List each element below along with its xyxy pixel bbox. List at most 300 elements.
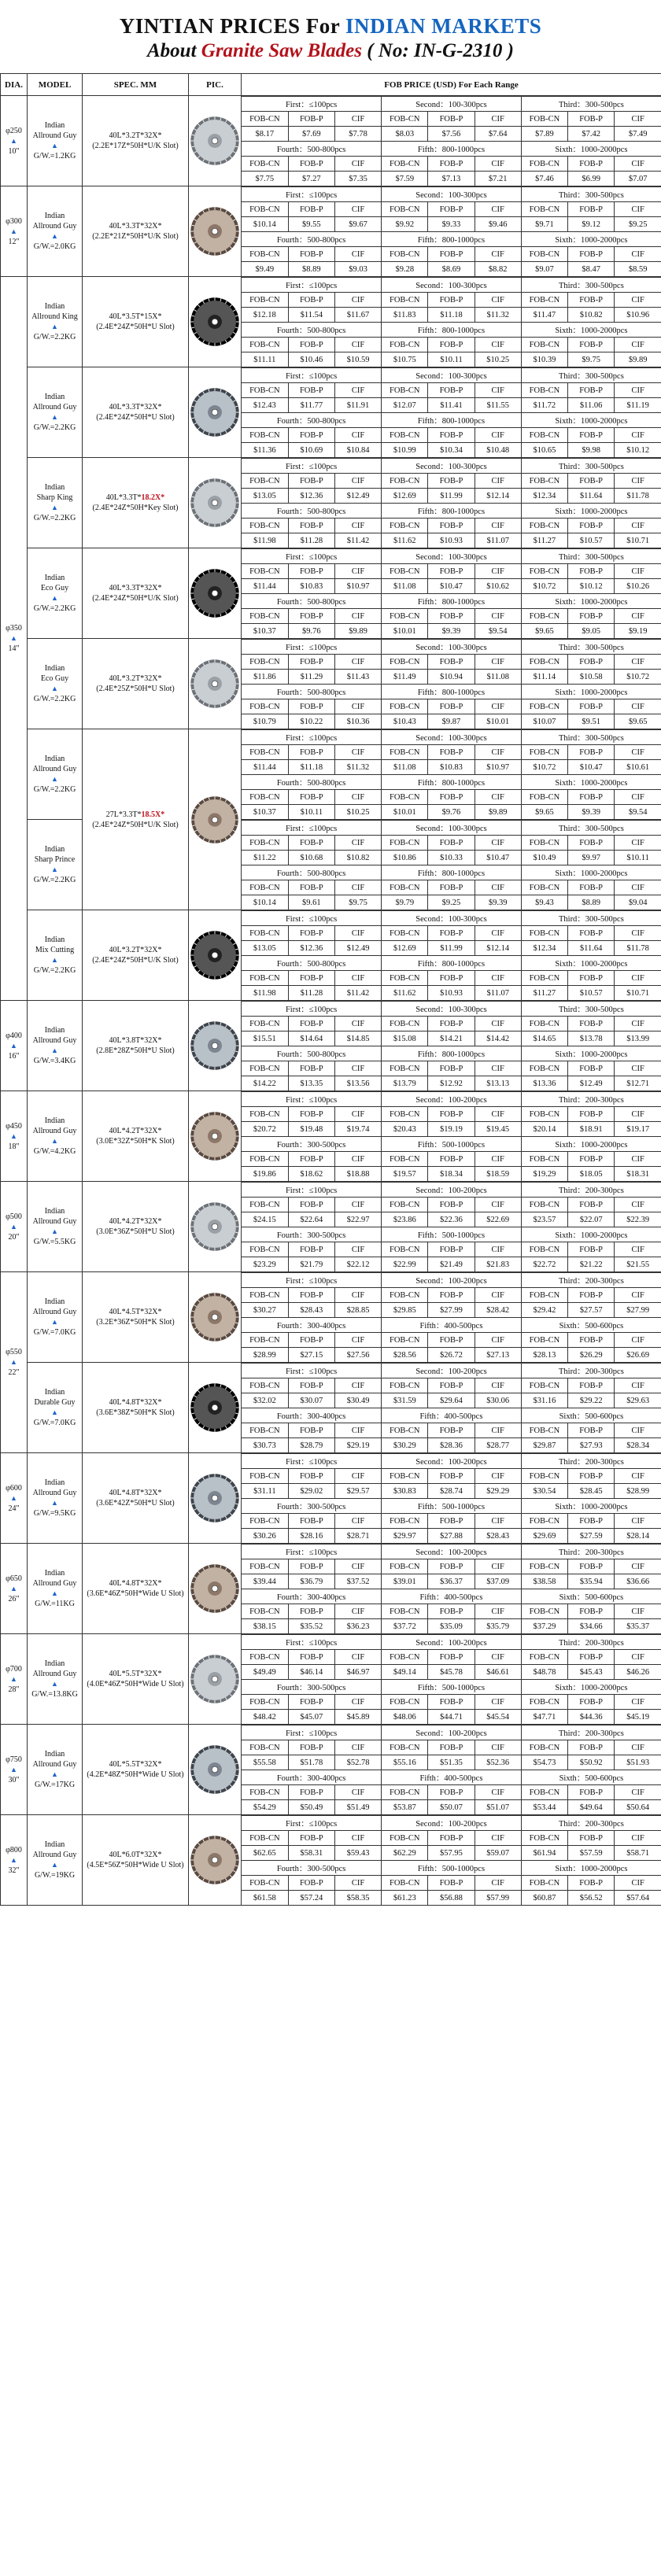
price-cell: $6.99 bbox=[568, 172, 615, 186]
price-cell: $13.35 bbox=[288, 1076, 334, 1091]
qty-range: Third：300-500pcs bbox=[521, 1002, 661, 1017]
price-cell: $9.54 bbox=[615, 805, 661, 820]
range-row bbox=[242, 865, 661, 880]
text-line: Sharp King bbox=[36, 493, 73, 502]
price-row bbox=[242, 1891, 661, 1906]
price-cell: $12.49 bbox=[568, 1076, 615, 1091]
text-line: φ750 bbox=[6, 1755, 22, 1764]
price-row bbox=[242, 1303, 661, 1318]
price-cell: $11.67 bbox=[334, 308, 381, 323]
price-cell: $57.24 bbox=[288, 1891, 334, 1906]
price-block bbox=[242, 729, 661, 819]
price-cell: $51.07 bbox=[475, 1800, 521, 1815]
price-term-label: FOB-P bbox=[428, 338, 475, 352]
qty-range: Fifth：800-1000pcs bbox=[382, 413, 522, 428]
price-term-label: FOB-CN bbox=[382, 1061, 428, 1076]
range-row bbox=[242, 1635, 661, 1650]
price-cell: $12.07 bbox=[382, 398, 428, 413]
price-cell: $52.36 bbox=[475, 1755, 521, 1770]
triangle-icon: ▲ bbox=[51, 1589, 58, 1597]
label-row bbox=[242, 202, 661, 217]
price-term-label: FOB-P bbox=[288, 1831, 334, 1846]
price-term-label: CIF bbox=[615, 519, 661, 533]
text-line: G/W.=9.5KG bbox=[33, 1509, 76, 1518]
price-cell: $30.07 bbox=[288, 1393, 334, 1408]
price-cell: $11.22 bbox=[242, 851, 288, 865]
price-cell: $11.77 bbox=[288, 398, 334, 413]
spec-detail: (3.6E*46Z*50H*Wide U Slot) bbox=[87, 1589, 184, 1598]
price-cell: $10.99 bbox=[382, 443, 428, 458]
price-cell: $30.83 bbox=[382, 1484, 428, 1499]
range-row bbox=[242, 821, 661, 836]
price-cell: $22.07 bbox=[568, 1212, 615, 1227]
price-cell: $44.36 bbox=[568, 1710, 615, 1725]
price-term-label: CIF bbox=[475, 1378, 521, 1393]
text-line: Allround Guy bbox=[32, 1670, 77, 1678]
qty-range: Second：100-300pcs bbox=[382, 278, 522, 293]
price-cell: $14.85 bbox=[334, 1032, 381, 1046]
text-line: Allround Guy bbox=[32, 1217, 77, 1226]
range-row bbox=[242, 1589, 661, 1604]
price-cell: $9.54 bbox=[475, 624, 521, 639]
price-cell: $22.39 bbox=[615, 1212, 661, 1227]
price-cell: $22.72 bbox=[521, 1257, 567, 1272]
price-row bbox=[242, 1846, 661, 1861]
price-term-label: FOB-CN bbox=[521, 564, 567, 579]
price-cell: $35.52 bbox=[288, 1619, 334, 1634]
qty-range: Second：100-200pcs bbox=[382, 1544, 522, 1559]
spec-cell bbox=[83, 1634, 189, 1725]
price-term-label: CIF bbox=[615, 112, 661, 127]
spec-highlight: 18.2X* bbox=[141, 493, 165, 502]
price-term-label: FOB-P bbox=[288, 474, 334, 489]
qty-range: Second：100-300pcs bbox=[382, 730, 522, 745]
price-term-label: CIF bbox=[615, 1107, 661, 1122]
qty-range: Third：200-300pcs bbox=[521, 1092, 661, 1107]
price-cell: $14.21 bbox=[428, 1032, 475, 1046]
qty-range: First：≤100pcs bbox=[242, 1544, 382, 1559]
text-line: 32" bbox=[8, 1866, 20, 1875]
saw-blade-image bbox=[190, 387, 240, 437]
qty-range: Second：100-300pcs bbox=[382, 549, 522, 564]
price-cell: $36.37 bbox=[428, 1574, 475, 1589]
price-term-label: FOB-CN bbox=[382, 1333, 428, 1348]
range-row bbox=[242, 956, 661, 971]
price-term-label: FOB-P bbox=[428, 293, 475, 308]
qty-range: Second：100-200pcs bbox=[382, 1454, 522, 1469]
price-cell: $19.74 bbox=[334, 1122, 381, 1137]
price-row bbox=[242, 714, 661, 729]
price-term-label: FOB-CN bbox=[382, 1423, 428, 1438]
text-line: Indian bbox=[44, 1840, 65, 1849]
price-row bbox=[242, 1755, 661, 1770]
price-term-label: FOB-CN bbox=[382, 383, 428, 398]
price-term-label: CIF bbox=[475, 880, 521, 895]
price-row bbox=[242, 1032, 661, 1046]
price-cell: $11.42 bbox=[334, 533, 381, 548]
price-cell: $10.69 bbox=[288, 443, 334, 458]
text-line: φ800 bbox=[6, 1845, 22, 1854]
qty-range: Second：100-200pcs bbox=[382, 1273, 522, 1288]
price-term-label: FOB-CN bbox=[242, 1017, 288, 1032]
qty-range: Second：100-200pcs bbox=[382, 1092, 522, 1107]
price-cell-group bbox=[242, 1725, 661, 1815]
spec-highlight: 18.5X* bbox=[141, 810, 165, 819]
spec-detail: (2.4E*24Z*50H*Key Slot) bbox=[92, 504, 179, 512]
price-row bbox=[242, 533, 661, 548]
price-term-label: FOB-P bbox=[428, 1017, 475, 1032]
price-cell: $11.44 bbox=[242, 760, 288, 775]
price-term-label: FOB-P bbox=[568, 383, 615, 398]
spec-cell bbox=[83, 639, 189, 729]
price-term-label: FOB-P bbox=[568, 1378, 615, 1393]
price-cell: $10.46 bbox=[288, 352, 334, 367]
price-term-label: FOB-P bbox=[568, 1242, 615, 1257]
picture-cell bbox=[189, 1001, 242, 1091]
qty-range: Second：100-200pcs bbox=[382, 1364, 522, 1378]
price-cell-group bbox=[242, 729, 661, 820]
triangle-icon: ▲ bbox=[10, 1358, 17, 1366]
price-term-label: FOB-CN bbox=[521, 609, 567, 624]
spec-main: 40L*5.5T*32X* bbox=[109, 1670, 162, 1678]
price-term-label: CIF bbox=[475, 1242, 521, 1257]
price-term-label: CIF bbox=[475, 338, 521, 352]
picture-cell bbox=[189, 1725, 242, 1815]
price-term-label: FOB-CN bbox=[242, 1198, 288, 1212]
label-row bbox=[242, 1514, 661, 1529]
qty-range: Third：300-500pcs bbox=[521, 730, 661, 745]
price-cell: $10.47 bbox=[428, 579, 475, 594]
price-cell: $10.33 bbox=[428, 851, 475, 865]
price-cell: $28.74 bbox=[428, 1484, 475, 1499]
price-term-label: FOB-CN bbox=[382, 1650, 428, 1665]
text-line: φ300 bbox=[6, 216, 22, 226]
price-cell: $7.07 bbox=[615, 172, 661, 186]
price-cell: $10.07 bbox=[521, 714, 567, 729]
price-cell: $9.39 bbox=[428, 624, 475, 639]
text-line: Indian bbox=[44, 664, 65, 673]
price-term-label: CIF bbox=[334, 1514, 381, 1529]
price-cell: $10.65 bbox=[521, 443, 567, 458]
price-cell: $48.42 bbox=[242, 1710, 288, 1725]
price-term-label: FOB-P bbox=[568, 1514, 615, 1529]
price-term-label: FOB-CN bbox=[242, 609, 288, 624]
price-block bbox=[242, 1634, 661, 1724]
price-cell: $36.66 bbox=[615, 1574, 661, 1589]
price-row bbox=[242, 941, 661, 956]
price-cell: $18.05 bbox=[568, 1167, 615, 1182]
qty-range: Fifth：400-500pcs bbox=[382, 1770, 522, 1785]
price-cell: $11.99 bbox=[428, 489, 475, 504]
price-cell: $10.14 bbox=[242, 217, 288, 232]
price-term-label: FOB-P bbox=[428, 1514, 475, 1529]
qty-range: Sixth：1000-2000pcs bbox=[521, 685, 661, 699]
price-cell-group bbox=[242, 367, 661, 458]
range-row bbox=[242, 1364, 661, 1378]
label-row bbox=[242, 1469, 661, 1484]
price-term-label: FOB-CN bbox=[242, 1604, 288, 1619]
price-term-label: FOB-CN bbox=[521, 293, 567, 308]
triangle-icon: ▲ bbox=[10, 227, 17, 235]
price-term-label: CIF bbox=[615, 383, 661, 398]
price-row bbox=[242, 217, 661, 232]
price-cell: $20.72 bbox=[242, 1122, 288, 1137]
triangle-icon: ▲ bbox=[51, 1227, 58, 1235]
price-cell: $30.54 bbox=[521, 1484, 567, 1499]
price-term-label: FOB-CN bbox=[242, 157, 288, 172]
qty-range: Third：300-500pcs bbox=[521, 640, 661, 655]
price-term-label: CIF bbox=[334, 1017, 381, 1032]
picture-cell bbox=[189, 96, 242, 186]
price-term-label: FOB-P bbox=[428, 1288, 475, 1303]
price-cell: $15.08 bbox=[382, 1032, 428, 1046]
saw-blade-image bbox=[190, 297, 240, 347]
price-cell: $38.58 bbox=[521, 1574, 567, 1589]
price-term-label: FOB-P bbox=[288, 1017, 334, 1032]
price-cell: $48.06 bbox=[382, 1710, 428, 1725]
label-row bbox=[242, 790, 661, 805]
model-cell bbox=[28, 186, 83, 277]
price-cell: $22.64 bbox=[288, 1212, 334, 1227]
price-cell: $27.15 bbox=[288, 1348, 334, 1363]
price-cell: $19.48 bbox=[288, 1122, 334, 1137]
price-term-label: CIF bbox=[475, 1061, 521, 1076]
price-term-label: CIF bbox=[615, 1469, 661, 1484]
saw-blade-image bbox=[190, 795, 239, 844]
price-term-label: FOB-CN bbox=[382, 338, 428, 352]
range-row bbox=[242, 594, 661, 609]
price-term-label: FOB-P bbox=[568, 1469, 615, 1484]
price-term-label: CIF bbox=[334, 1695, 381, 1710]
price-cell: $44.71 bbox=[428, 1710, 475, 1725]
price-cell: $9.12 bbox=[568, 217, 615, 232]
qty-range: Fourth：300-500pcs bbox=[242, 1861, 382, 1876]
text-line: φ450 bbox=[6, 1121, 22, 1131]
qty-range: Fifth：800-1000pcs bbox=[382, 142, 522, 157]
label-row bbox=[242, 564, 661, 579]
qty-range: Fifth：500-1000pcs bbox=[382, 1137, 522, 1152]
price-cell: $11.99 bbox=[428, 941, 475, 956]
spec-main: 40L*5.5T*32X* bbox=[109, 1760, 162, 1769]
price-term-label: CIF bbox=[334, 1469, 381, 1484]
price-cell: $9.89 bbox=[475, 805, 521, 820]
price-cell: $37.29 bbox=[521, 1619, 567, 1634]
price-cell: $28.71 bbox=[334, 1529, 381, 1544]
price-term-label: FOB-P bbox=[428, 1378, 475, 1393]
text-line: Mix Cutting bbox=[35, 946, 75, 954]
text-line: Eco Guy bbox=[40, 584, 69, 592]
qty-range: Sixth：1000-2000pcs bbox=[521, 865, 661, 880]
price-term-label: CIF bbox=[475, 1604, 521, 1619]
price-term-label: FOB-CN bbox=[242, 1107, 288, 1122]
price-cell: $30.06 bbox=[475, 1393, 521, 1408]
label-row bbox=[242, 1650, 661, 1665]
price-cell: $11.28 bbox=[288, 986, 334, 1001]
document-header bbox=[0, 0, 661, 65]
picture-cell bbox=[189, 1453, 242, 1544]
price-term-label: FOB-P bbox=[428, 1740, 475, 1755]
triangle-icon: ▲ bbox=[51, 1408, 58, 1416]
picture-cell bbox=[189, 910, 242, 1001]
qty-range: Third：200-300pcs bbox=[521, 1816, 661, 1831]
qty-range: Sixth：1000-2000pcs bbox=[521, 1680, 661, 1695]
price-term-label: FOB-P bbox=[568, 1876, 615, 1891]
qty-range: Fourth：500-800pcs bbox=[242, 413, 382, 428]
price-cell: $10.84 bbox=[334, 443, 381, 458]
spec-detail: (2.4E*24Z*50H*U/K Slot) bbox=[92, 820, 179, 829]
price-term-label: CIF bbox=[475, 564, 521, 579]
price-term-label: FOB-P bbox=[568, 790, 615, 805]
price-cell: $51.93 bbox=[615, 1755, 661, 1770]
price-term-label: CIF bbox=[615, 790, 661, 805]
label-row bbox=[242, 293, 661, 308]
qty-range: Fourth：300-400pcs bbox=[242, 1318, 382, 1333]
price-term-label: CIF bbox=[475, 293, 521, 308]
spec-detail: (4.0E*46Z*50H*Wide U Slot) bbox=[87, 1680, 184, 1688]
triangle-icon: ▲ bbox=[10, 1674, 17, 1683]
model-cell bbox=[28, 458, 83, 548]
price-cell: $11.32 bbox=[475, 308, 521, 323]
price-cell: $27.99 bbox=[615, 1303, 661, 1318]
range-row bbox=[242, 1861, 661, 1876]
qty-range: Sixth：1000-2000pcs bbox=[521, 1861, 661, 1876]
price-cell: $45.78 bbox=[428, 1665, 475, 1680]
price-cell: $50.64 bbox=[615, 1800, 661, 1815]
price-term-label: FOB-CN bbox=[521, 880, 567, 895]
price-cell: $34.66 bbox=[568, 1619, 615, 1634]
picture-cell bbox=[189, 1544, 242, 1634]
price-cell: $9.87 bbox=[428, 714, 475, 729]
col-spec: SPEC. MM bbox=[83, 74, 189, 96]
picture-cell bbox=[189, 458, 242, 548]
price-term-label: FOB-CN bbox=[521, 1785, 567, 1800]
qty-range: Fourth：300-400pcs bbox=[242, 1589, 382, 1604]
text-line: Eco Guy bbox=[40, 674, 69, 683]
price-term-label: FOB-CN bbox=[521, 474, 567, 489]
picture-cell bbox=[189, 1634, 242, 1725]
col-pic: PIC. bbox=[189, 74, 242, 96]
price-row bbox=[242, 1529, 661, 1544]
price-term-label: FOB-CN bbox=[382, 745, 428, 760]
price-cell: $9.39 bbox=[568, 805, 615, 820]
price-cell-group bbox=[242, 639, 661, 729]
price-cell: $57.99 bbox=[475, 1891, 521, 1906]
spec-detail: (2.2E*17Z*50H*U/K Slot) bbox=[92, 142, 179, 150]
price-term-label: CIF bbox=[475, 474, 521, 489]
price-term-label: FOB-CN bbox=[521, 428, 567, 443]
range-row bbox=[242, 459, 661, 474]
qty-range: Sixth：500-600pcs bbox=[521, 1589, 661, 1604]
qty-range: First：≤100pcs bbox=[242, 1635, 382, 1650]
price-block bbox=[242, 820, 661, 910]
model-cell bbox=[28, 96, 83, 186]
spec-detail: (2.4E*25Z*50H*U Slot) bbox=[96, 685, 175, 693]
price-cell: $10.57 bbox=[568, 986, 615, 1001]
triangle-icon: ▲ bbox=[51, 1318, 58, 1326]
price-term-label: CIF bbox=[475, 383, 521, 398]
price-cell: $9.75 bbox=[568, 352, 615, 367]
saw-blade-image bbox=[190, 1292, 240, 1342]
price-cell: $10.43 bbox=[382, 714, 428, 729]
price-term-label: CIF bbox=[475, 836, 521, 851]
table-row bbox=[1, 1091, 661, 1182]
price-cell: $10.94 bbox=[428, 670, 475, 685]
price-cell: $7.78 bbox=[334, 127, 381, 142]
price-term-label: CIF bbox=[475, 1423, 521, 1438]
price-term-label: FOB-CN bbox=[382, 293, 428, 308]
price-term-label: FOB-P bbox=[288, 1198, 334, 1212]
price-term-label: CIF bbox=[475, 1333, 521, 1348]
model-cell bbox=[28, 367, 83, 458]
price-term-label: FOB-P bbox=[288, 1378, 334, 1393]
price-term-label: FOB-P bbox=[428, 1198, 475, 1212]
price-cell: $36.23 bbox=[334, 1619, 381, 1634]
price-row bbox=[242, 1800, 661, 1815]
price-cell: $58.31 bbox=[288, 1846, 334, 1861]
price-term-label: FOB-CN bbox=[242, 1378, 288, 1393]
price-cell: $27.56 bbox=[334, 1348, 381, 1363]
qty-range: Third：200-300pcs bbox=[521, 1635, 661, 1650]
saw-blade-image bbox=[190, 930, 240, 980]
price-term-label: FOB-P bbox=[568, 1017, 615, 1032]
price-cell: $10.59 bbox=[334, 352, 381, 367]
price-term-label: FOB-CN bbox=[521, 1378, 567, 1393]
price-term-label: FOB-P bbox=[428, 790, 475, 805]
price-term-label: CIF bbox=[615, 1785, 661, 1800]
price-cell: $10.12 bbox=[568, 579, 615, 594]
price-term-label: CIF bbox=[334, 202, 381, 217]
price-row bbox=[242, 1438, 661, 1453]
price-cell: $8.17 bbox=[242, 127, 288, 142]
price-cell: $10.48 bbox=[475, 443, 521, 458]
price-cell: $31.59 bbox=[382, 1393, 428, 1408]
text-line: 16" bbox=[8, 1051, 20, 1061]
price-cell: $28.34 bbox=[615, 1438, 661, 1453]
qty-range: Sixth：1000-2000pcs bbox=[521, 504, 661, 519]
qty-range: Third：300-500pcs bbox=[521, 368, 661, 383]
table-row bbox=[1, 96, 661, 186]
price-cell: $11.06 bbox=[568, 398, 615, 413]
price-cell-group bbox=[242, 1091, 661, 1182]
qty-range: First：≤100pcs bbox=[242, 821, 382, 836]
price-cell: $9.76 bbox=[288, 624, 334, 639]
qty-range: Fifth：800-1000pcs bbox=[382, 504, 522, 519]
price-term-label: FOB-P bbox=[568, 202, 615, 217]
spec-cell bbox=[83, 1363, 189, 1453]
label-row bbox=[242, 1242, 661, 1257]
price-cell: $38.15 bbox=[242, 1619, 288, 1634]
price-term-label: CIF bbox=[615, 836, 661, 851]
qty-range: Fourth：300-500pcs bbox=[242, 1680, 382, 1695]
text-line: G/W.=2.2KG bbox=[33, 604, 76, 613]
price-cell: $7.89 bbox=[521, 127, 567, 142]
price-cell: $7.27 bbox=[288, 172, 334, 186]
price-cell: $29.87 bbox=[521, 1438, 567, 1453]
text-line: 24" bbox=[8, 1504, 20, 1513]
price-term-label: CIF bbox=[475, 1785, 521, 1800]
text-line: G/W.=4.2KG bbox=[33, 1147, 76, 1156]
price-cell: $10.22 bbox=[288, 714, 334, 729]
qty-range: Sixth：1000-2000pcs bbox=[521, 1137, 661, 1152]
text-line: 20" bbox=[8, 1232, 20, 1242]
price-term-label: CIF bbox=[475, 655, 521, 670]
price-cell: $19.29 bbox=[521, 1167, 567, 1182]
price-term-label: CIF bbox=[475, 1740, 521, 1755]
price-cell: $11.41 bbox=[428, 398, 475, 413]
qty-range: Fourth：500-800pcs bbox=[242, 594, 382, 609]
spec-cell bbox=[83, 910, 189, 1001]
triangle-icon: ▲ bbox=[51, 685, 58, 692]
